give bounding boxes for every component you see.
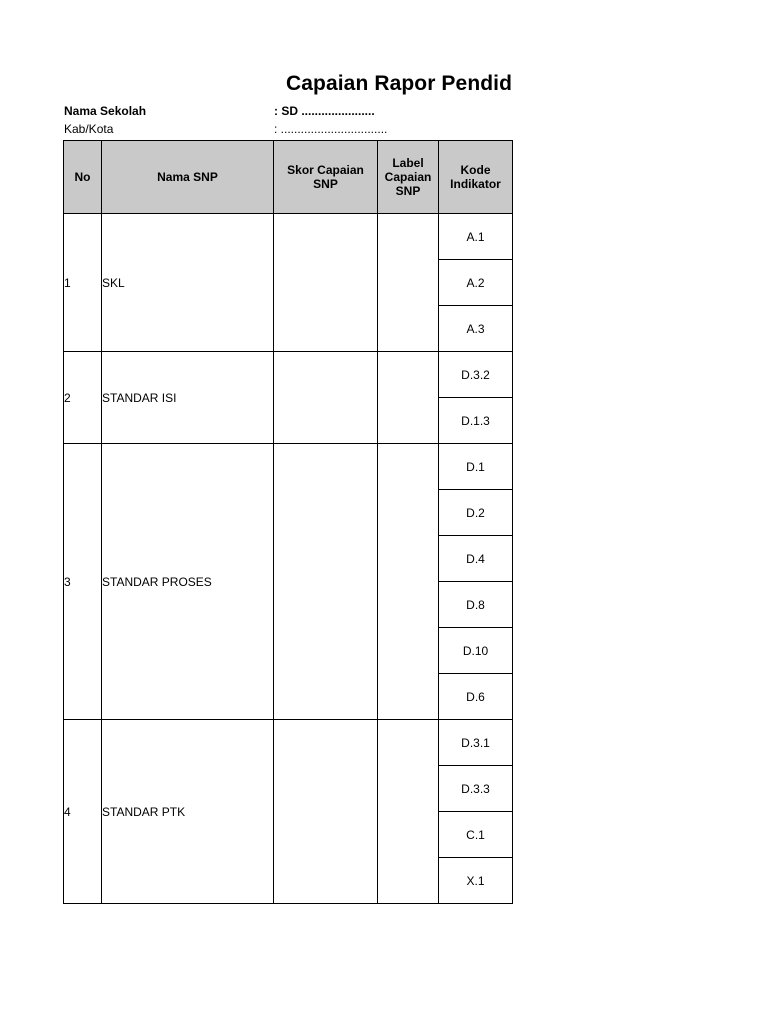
cell-label [378, 720, 439, 904]
cell-kode-indikator: A.1 [439, 214, 513, 260]
cell-nama-snp: STANDAR ISI [102, 352, 274, 444]
cell-no: 2 [64, 352, 102, 444]
cell-skor [274, 444, 378, 720]
cell-kode-indikator: D.3.1 [439, 720, 513, 766]
label-kab-kota: Kab/Kota [64, 122, 114, 136]
title-area [0, 72, 512, 102]
cell-kode-indikator: D.4 [439, 536, 513, 582]
rapor-table [63, 140, 513, 904]
cell-no: 1 [64, 214, 102, 352]
cell-nama-snp: SKL [102, 214, 274, 352]
cell-kode-indikator: D.10 [439, 628, 513, 674]
cell-skor [274, 214, 378, 352]
table-row [64, 214, 513, 260]
cell-kode-indikator: X.1 [439, 858, 513, 904]
cell-kode-indikator: A.3 [439, 306, 513, 352]
cell-kode-indikator: D.3.3 [439, 766, 513, 812]
header-label: Label Capaian SNP [378, 141, 439, 214]
table-row [64, 352, 513, 398]
cell-skor [274, 352, 378, 444]
cell-label [378, 352, 439, 444]
cell-kode-indikator: D.1.3 [439, 398, 513, 444]
value-kab-kota: : ................................ [274, 122, 388, 136]
cell-kode-indikator: D.2 [439, 490, 513, 536]
header-skor: Skor Capaian SNP [274, 141, 378, 214]
value-nama-sekolah: : SD ...................... [274, 104, 375, 118]
cell-kode-indikator: D.6 [439, 674, 513, 720]
header-nama-snp: Nama SNP [102, 141, 274, 214]
table-body [64, 214, 513, 904]
cell-nama-snp: STANDAR PTK [102, 720, 274, 904]
cell-kode-indikator: D.8 [439, 582, 513, 628]
cell-label [378, 214, 439, 352]
cell-nama-snp: STANDAR PROSES [102, 444, 274, 720]
cell-no: 4 [64, 720, 102, 904]
header-no: No [64, 141, 102, 214]
cell-kode-indikator: D.3.2 [439, 352, 513, 398]
cell-kode-indikator: A.2 [439, 260, 513, 306]
table-header-row [64, 141, 513, 214]
cell-skor [274, 720, 378, 904]
cell-no: 3 [64, 444, 102, 720]
cell-kode-indikator: D.1 [439, 444, 513, 490]
cell-label [378, 444, 439, 720]
header-kode: Kode Indikator [439, 141, 513, 214]
table-row [64, 720, 513, 766]
table-row [64, 444, 513, 490]
page-title: Capaian Rapor Pendid [286, 72, 512, 95]
cell-kode-indikator: C.1 [439, 812, 513, 858]
label-nama-sekolah: Nama Sekolah [64, 104, 147, 118]
